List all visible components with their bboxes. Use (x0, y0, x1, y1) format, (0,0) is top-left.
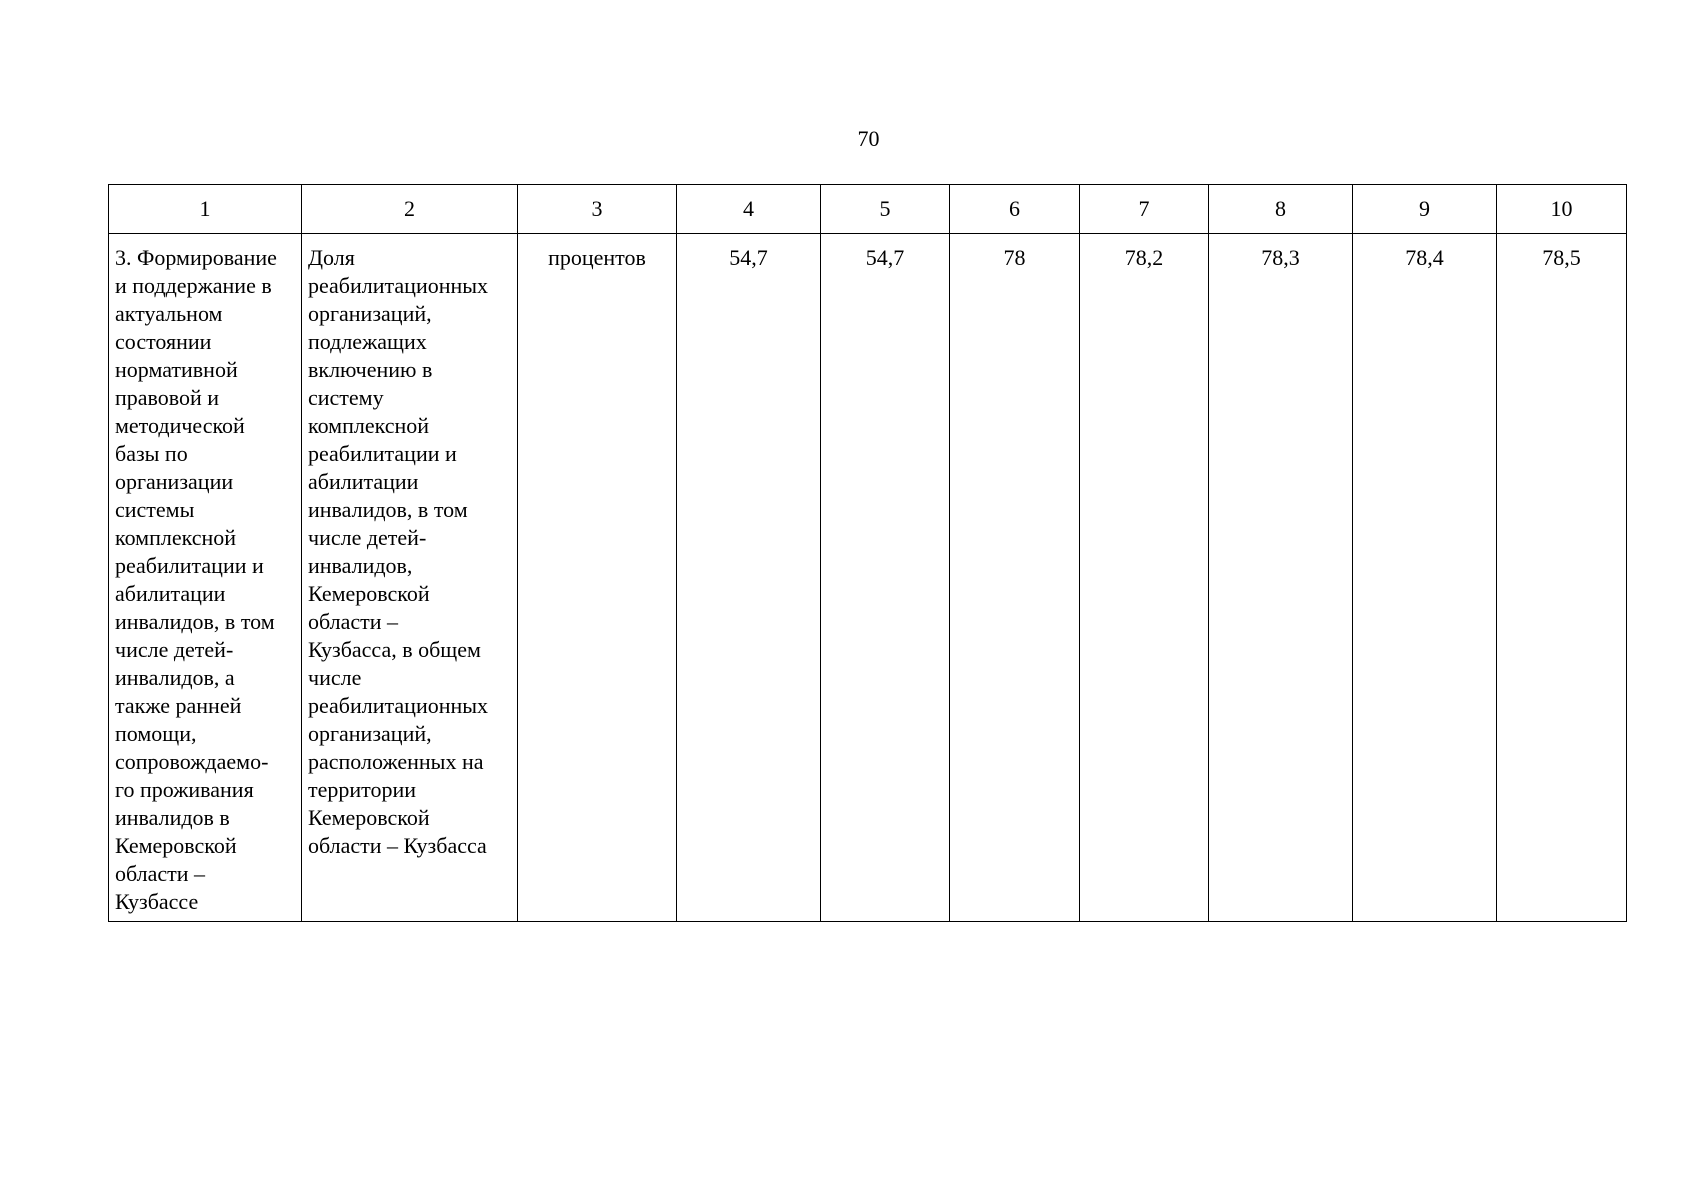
header-cell-2: 2 (302, 185, 518, 234)
indicator-table (108, 184, 1627, 922)
header-cell-4: 4 (677, 185, 821, 234)
header-cell-1: 1 (109, 185, 302, 234)
value-cell-6: 78 (950, 234, 1080, 922)
unit-cell: процентов (518, 234, 677, 922)
indicator-cell (302, 234, 518, 922)
value-cell-10: 78,5 (1497, 234, 1627, 922)
indicator-text: Доля реабилитационных организаций, подлежащих включению в систему комплексной реабилитации и абилитации инвалидов, в том числе детей- инвалидов, Кемеровской области – Кузбасса, в общем числе реабилитационных организаций, расположенных на территории Кемеровской области – Кузбасса (308, 245, 489, 858)
header-cell-7: 7 (1080, 185, 1209, 234)
header-cell-8: 8 (1209, 185, 1353, 234)
header-cell-3: 3 (518, 185, 677, 234)
value-cell-7: 78,2 (1080, 234, 1209, 922)
header-cell-9: 9 (1353, 185, 1497, 234)
value-cell-4: 54,7 (677, 234, 821, 922)
table-row (109, 234, 1627, 922)
value-cell-5: 54,7 (821, 234, 950, 922)
goal-text: 3. Формирование и поддержание в актуальном состоянии нормативной правовой и методической базы по организации системы комплексной реабилитации и абилитации инвалидов, в том числе детей- инвалидов, а также ранней помощи, сопровождаемо- го проживания инвалидов в Кемеровской области – Кузбассе (115, 245, 277, 914)
value-cell-8: 78,3 (1209, 234, 1353, 922)
header-cell-6: 6 (950, 185, 1080, 234)
header-row (109, 185, 1627, 234)
value-cell-9: 78,4 (1353, 234, 1497, 922)
header-cell-5: 5 (821, 185, 950, 234)
goal-cell (109, 234, 302, 922)
header-cell-10: 10 (1497, 185, 1627, 234)
page-number: 70 (857, 126, 880, 151)
